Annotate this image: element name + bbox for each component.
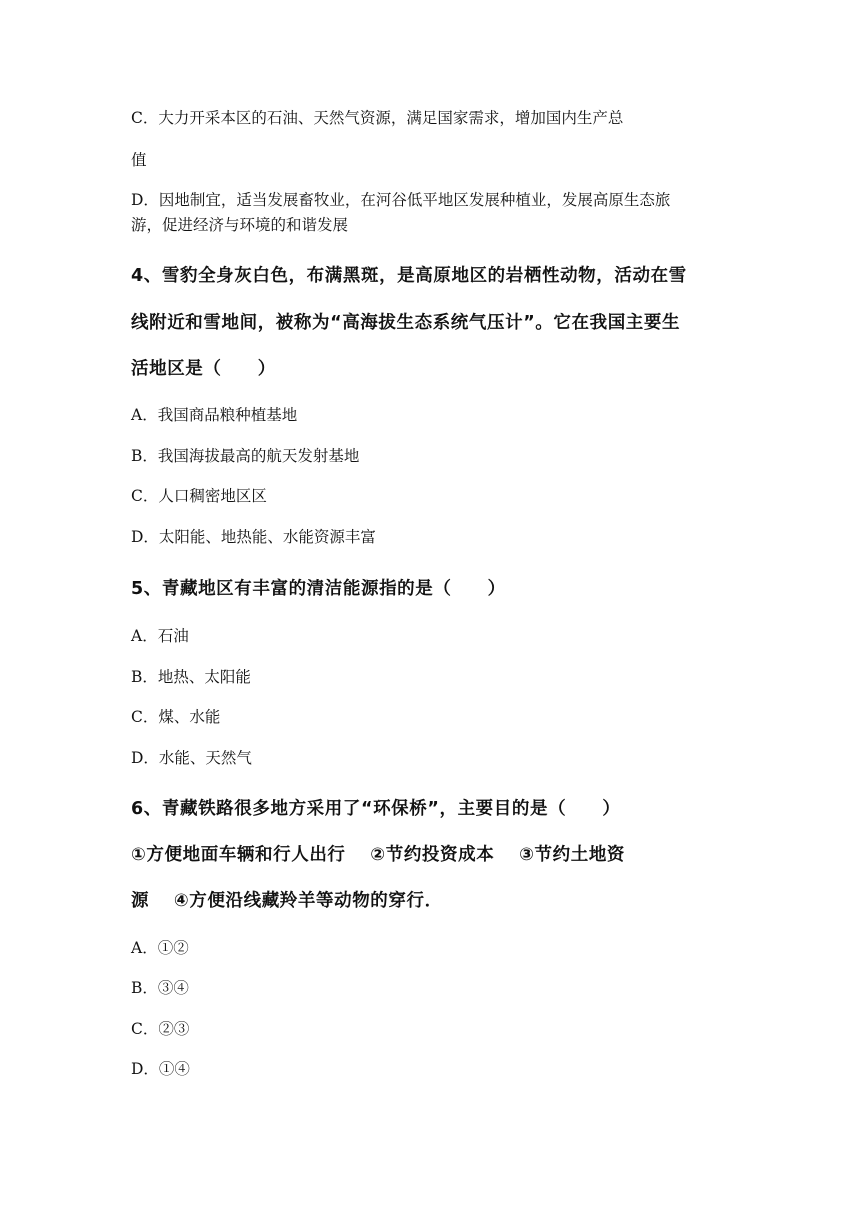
- q5-option-c: C．煤、水能: [131, 708, 221, 726]
- q6-option-d: D．①④: [131, 1060, 190, 1078]
- q4-stem-line3: 活地区是（ ）: [131, 359, 276, 379]
- q3-option-c-line1: C．大力开采本区的石油、天然气资源，满足国家需求，增加国内生产总: [131, 109, 624, 127]
- q6-stem-line2: ①方便地面车辆和行人出行 ②节约投资成本 ③节约土地资: [131, 845, 626, 865]
- q5-option-a: A．石油: [131, 627, 189, 645]
- q3-option-d-line1: D．因地制宜，适当发展畜牧业，在河谷低平地区发展种植业，发展高原生态旅: [131, 191, 671, 209]
- q3-option-c-line2: 值: [131, 151, 147, 169]
- q4-option-d: D．太阳能、地热能、水能资源丰富: [131, 528, 376, 546]
- q6-stem-line1: 6、青藏铁路很多地方采用了“环保桥”，主要目的是（ ）: [131, 799, 621, 819]
- q4-stem-line1: 4、雪豹全身灰白色，布满黑斑，是高原地区的岩栖性动物，活动在雪: [131, 266, 687, 286]
- q4-option-b: B．我国海拔最高的航天发射基地: [131, 447, 360, 465]
- q6-stem-line3: 源 ④方便沿线藏羚羊等动物的穿行．: [131, 891, 443, 911]
- q6-option-a: A．①②: [131, 939, 189, 957]
- q5-stem: 5、青藏地区有丰富的清洁能源指的是（ ）: [131, 579, 506, 599]
- q3-option-d-line2: 游，促进经济与环境的和谐发展: [131, 216, 349, 234]
- q4-stem-line2: 线附近和雪地间，被称为“高海拔生态系统气压计”。它在我国主要生: [131, 313, 681, 333]
- q6-option-b: B．③④: [131, 979, 189, 997]
- q6-option-c: C．②③: [131, 1020, 190, 1038]
- q4-option-c: C．人口稠密地区区: [131, 487, 267, 505]
- q5-option-b: B．地热、太阳能: [131, 668, 251, 686]
- q5-option-d: D．水能、天然气: [131, 749, 252, 767]
- q4-option-a: A．我国商品粮种植基地: [131, 406, 298, 424]
